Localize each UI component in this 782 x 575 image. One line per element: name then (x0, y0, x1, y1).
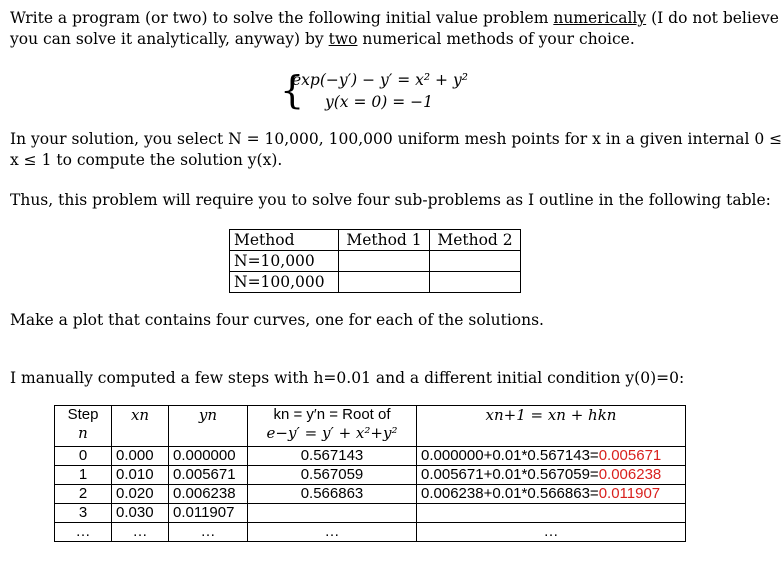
update-expr: 0.005671+0.01*0.567059= (421, 466, 599, 483)
methods-cell (430, 251, 521, 272)
ellipsis: … (169, 523, 248, 542)
cell-k (248, 504, 417, 523)
ellipsis: … (112, 523, 169, 542)
methods-cell (339, 251, 430, 272)
ellipsis: … (417, 523, 686, 542)
update-expr: 0.006238+0.01*0.566863= (421, 485, 599, 502)
cell-n: 1 (55, 466, 112, 485)
plot-text: Make a plot that contains four curves, one for each of the solutions. (10, 311, 544, 329)
table-row (55, 447, 686, 466)
cell-update (417, 504, 686, 523)
methods-row-label: N=100,000 (230, 272, 339, 293)
ode-equation: exp(−y′) − y′ = x² + y² (292, 71, 468, 89)
table-row (55, 485, 686, 504)
intro-text: Write a program (or two) to solve the following initial value problem (10, 9, 554, 27)
two-underlined: two (328, 30, 358, 48)
cell-update (417, 485, 686, 504)
cell-k: 0.566863 (248, 485, 417, 504)
cell-k: 0.567059 (248, 466, 417, 485)
cell-x: 0.000 (112, 447, 169, 466)
steps-header-y: yn (169, 406, 248, 447)
intro-line-1 (10, 8, 779, 28)
steps-header-update: xn+1 = xn + hkn (417, 406, 686, 447)
intro-text-2b: numerical methods of your choice. (357, 30, 635, 48)
numerically-underlined: numerically (553, 9, 647, 27)
update-result: 0.006238 (598, 466, 662, 483)
cell-update (417, 447, 686, 466)
steps-header-x: xn (112, 406, 169, 447)
update-result: 0.011907 (598, 485, 661, 502)
header-n-label: n (78, 424, 88, 442)
manual-text: I manually computed a few steps with h=0.01 and a different initial condition y(0)=0: (10, 369, 685, 387)
steps-header-k (248, 406, 417, 447)
intro-text-cont: (I do not believe (646, 9, 779, 27)
methods-header-method: Method (230, 230, 339, 251)
cell-x: 0.010 (112, 466, 169, 485)
update-result: 0.005671 (598, 447, 662, 464)
steps-table (54, 405, 686, 542)
methods-cell (430, 272, 521, 293)
table-row (55, 466, 686, 485)
solution-line-1: In your solution, you select N = 10,000, 100,000 uniform mesh points for x in a given internal 0 ≤ (10, 130, 782, 148)
cell-y: 0.011907 (169, 504, 248, 523)
header-k-line1: kn = y′n = Root of (273, 406, 391, 423)
intro-text-2a: you can solve it analytically, anyway) by (10, 30, 329, 48)
cell-x: 0.020 (112, 485, 169, 504)
steps-header-step (55, 406, 112, 447)
methods-row-label: N=10,000 (230, 251, 339, 272)
methods-header-1: Method 1 (339, 230, 430, 251)
cell-y: 0.000000 (169, 447, 248, 466)
thus-text: Thus, this problem will require you to solve four sub-problems as I outline in the following table: (10, 191, 771, 209)
intro-line-2 (10, 29, 635, 49)
cell-update (417, 466, 686, 485)
cell-y: 0.006238 (169, 485, 248, 504)
table-row (55, 504, 686, 523)
cell-y: 0.005671 (169, 466, 248, 485)
header-step-label: Step (67, 406, 99, 423)
system-brace: { (280, 68, 305, 112)
ellipsis: … (55, 523, 112, 542)
initial-condition: y(x = 0) = −1 (325, 93, 433, 111)
update-expr: 0.000000+0.01*0.567143= (421, 447, 599, 464)
table-row-ellipsis (55, 523, 686, 542)
cell-n: 0 (55, 447, 112, 466)
cell-k: 0.567143 (248, 447, 417, 466)
solution-line-2: x ≤ 1 to compute the solution y(x). (10, 151, 283, 169)
methods-header-2: Method 2 (430, 230, 521, 251)
header-k-line2: e−y′ = y′ + x²+y² (266, 424, 398, 442)
methods-table (229, 229, 521, 293)
cell-x: 0.030 (112, 504, 169, 523)
cell-n: 3 (55, 504, 112, 523)
methods-cell (339, 272, 430, 293)
cell-n: 2 (55, 485, 112, 504)
ellipsis: … (248, 523, 417, 542)
